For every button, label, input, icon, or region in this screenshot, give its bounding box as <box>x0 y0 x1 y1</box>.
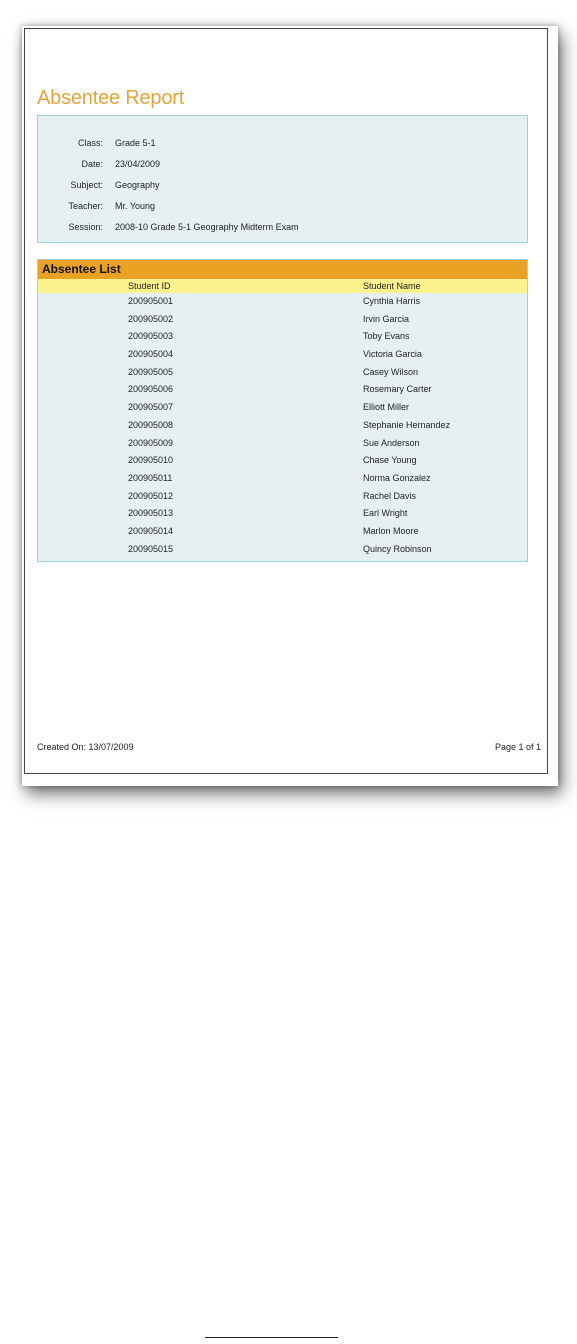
created-on-text: Created On: 13/07/2009 <box>37 742 134 752</box>
student-name-cell: Norma Gonzalez <box>363 472 431 483</box>
info-row-class <box>38 138 527 154</box>
table-row <box>38 541 527 559</box>
student-id-cell: 200905015 <box>128 543 174 554</box>
student-id-cell: 200905014 <box>128 525 174 536</box>
info-value: Mr. Young <box>115 201 156 211</box>
absentee-list-panel <box>37 259 528 562</box>
table-row <box>38 381 527 399</box>
info-label: Subject: <box>70 180 103 190</box>
student-name-cell: Cynthia Harris <box>363 296 421 306</box>
student-id-cell: 200905007 <box>128 402 174 413</box>
table-row <box>38 328 527 346</box>
student-name-cell: Rosemary Carter <box>363 384 432 395</box>
student-id-cell: 200905012 <box>128 490 174 501</box>
info-value: Geography <box>115 180 160 190</box>
student-name-cell: Chase Young <box>363 455 417 466</box>
student-name-cell: Casey Wilson <box>363 366 419 377</box>
report-info-panel <box>37 115 528 243</box>
student-name-cell: Quincy Robinson <box>363 543 432 554</box>
student-id-cell: 200905004 <box>128 349 174 360</box>
table-row <box>38 452 527 470</box>
report-page <box>24 28 548 774</box>
table-row <box>38 505 527 523</box>
student-name-cell: Marlon Moore <box>363 525 419 536</box>
student-name-cell: Sue Anderson <box>363 437 420 448</box>
student-id-cell: 200905003 <box>128 331 174 342</box>
info-label: Date: <box>81 159 103 169</box>
student-id-cell: 200905002 <box>128 313 174 324</box>
column-header-student-name: Student Name <box>363 281 421 291</box>
student-name-cell: Victoria Garcia <box>363 349 422 360</box>
info-label: Class: <box>77 138 103 148</box>
absentee-list-heading: Absentee List <box>38 260 527 279</box>
info-value: 23/04/2009 <box>115 159 161 169</box>
table-row <box>38 399 527 417</box>
report-title: Absentee Report <box>37 87 185 109</box>
info-label: Session: <box>68 222 103 232</box>
table-row <box>38 364 527 382</box>
table-row <box>38 523 527 541</box>
page-number: Page 1 of 1 <box>494 742 541 752</box>
table-header-row <box>38 279 527 293</box>
table-row <box>38 417 527 435</box>
student-id-cell: 200905001 <box>128 296 174 306</box>
student-id-cell: 200905013 <box>128 508 174 519</box>
column-header-student-id: Student ID <box>128 281 171 291</box>
student-id-cell: 200905006 <box>128 384 174 395</box>
table-row <box>38 470 527 488</box>
student-name-cell: Toby Evans <box>363 331 410 342</box>
absentee-rows <box>38 293 527 558</box>
student-id-cell: 200905008 <box>128 419 174 430</box>
student-id-cell: 200905011 <box>128 472 173 483</box>
info-value: 2008-10 Grade 5-1 Geography Midterm Exam <box>115 222 299 232</box>
student-name-cell: Earl Wright <box>363 508 408 519</box>
student-name-cell: Rachel Davis <box>363 490 417 501</box>
info-row-teacher <box>38 201 527 217</box>
student-name-cell: Elliott Miller <box>363 402 410 413</box>
student-id-cell: 200905005 <box>128 366 174 377</box>
info-row-session <box>38 222 527 238</box>
info-row-subject <box>38 180 527 196</box>
info-row-date <box>38 159 527 175</box>
student-id-cell: 200905009 <box>128 437 174 448</box>
table-row <box>38 346 527 364</box>
student-name-cell: Stephanie Hernandez <box>363 419 451 430</box>
table-row <box>38 488 527 506</box>
table-row <box>38 435 527 453</box>
table-row <box>38 293 527 311</box>
student-name-cell: Irvin Garcia <box>363 313 410 324</box>
student-id-cell: 200905010 <box>128 455 174 466</box>
info-label: Teacher: <box>68 201 103 211</box>
info-value: Grade 5-1 <box>115 138 156 148</box>
table-row <box>38 311 527 329</box>
divider <box>205 1337 338 1338</box>
